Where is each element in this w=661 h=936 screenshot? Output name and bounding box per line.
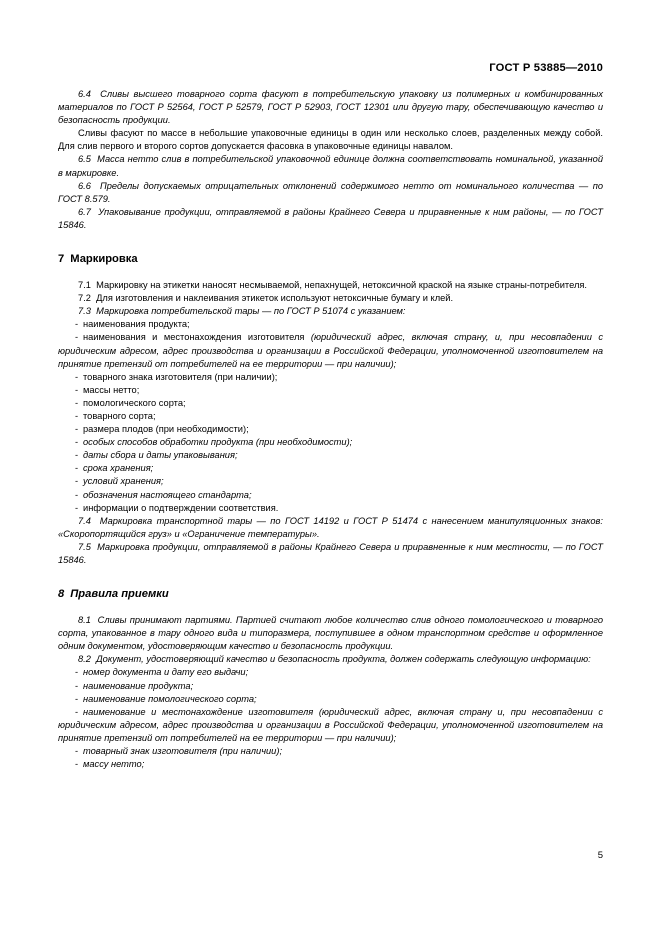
list-item: [58, 666, 603, 679]
list-item-label: информации о подтверждении соответствия.: [83, 502, 279, 513]
list-item: [58, 436, 603, 449]
list-item: [58, 758, 603, 771]
list-item-body: [58, 706, 603, 745]
clause-number: 8.2: [78, 654, 91, 665]
running-header: ГОСТ Р 53885—2010: [489, 62, 603, 74]
list-item-label: наименования и местонахождения изготовителя: [83, 332, 311, 343]
list-item: [58, 745, 603, 758]
list-item: [58, 680, 603, 693]
clause-text: Сливы высшего товарного сорта фасуют в потребительскую упаковку из полимерных и комбинированных материалов по ГОСТ Р 52564, ГОСТ Р 52579, ГОСТ Р 52903, ГОСТ 12301 или другую тару, обеспечивающую качество и безопасность продукции.: [58, 89, 603, 126]
list-item-label: обозначения настоящего стандарта;: [83, 489, 252, 500]
list-item: [58, 397, 603, 410]
spacer: [58, 232, 603, 252]
clause-7-3: [58, 305, 603, 318]
clause-text: Сливы принимают партиями. Партией считают любое количество слив одного помологического и товарного сорта, упакованное в тару одного вида и типоразмера, поступившее в одном транспортном средстве и оформленное одним документом, удостоверяющим качество и безопасность продукции.: [58, 615, 604, 652]
clause-text: Упаковывание продукции, отправляемой в районы Крайнего Севера и приравненные к ним районы, — по ГОСТ 15846.: [58, 206, 603, 230]
list-item: [58, 423, 603, 436]
spacer: [58, 267, 603, 279]
spacer: [58, 567, 603, 587]
list-item-label: наименование продукта;: [83, 680, 194, 691]
clause-number: 7.4: [78, 515, 91, 526]
clause-number: 7.2: [78, 293, 91, 304]
list-item-label: номер документа и дату его выдачи;: [83, 667, 249, 678]
clause-text: Пределы допускаемых отрицательных отклонений содержимого нетто от номинального количества — по ГОСТ 8.579.: [58, 180, 604, 204]
section-number: 8: [58, 588, 65, 601]
section-number: 7: [58, 253, 65, 266]
page-content: [58, 88, 603, 771]
clause-6-4: [58, 88, 603, 127]
clause-7-4: [58, 515, 603, 541]
list-item: [58, 502, 603, 515]
list-item: [58, 693, 603, 706]
clause-number: 7.3: [78, 306, 91, 317]
list-item-parenthetical: (юридический адрес, включая страну, и, при несовпадении с юридическим адресом, адрес производства и организации в Российской Федерации, уполномоченной изготовителем на принятие претензий от потребителей на ее территории — при наличии);: [58, 332, 604, 369]
clause-7-3-list: [58, 318, 603, 514]
section-title: Правила приемки: [70, 588, 169, 601]
list-item-body: [58, 331, 603, 370]
clause-number: 6.4: [78, 89, 91, 99]
list-item: [58, 475, 603, 488]
section-title: Маркировка: [70, 253, 138, 266]
list-item-parenthetical: (юридический адрес, включая страну и, при несовпадении с юридическим адресом, адрес производства и организации в Российской Федерации, уполномоченной изготовителем на принятие претензий от потребителей на ее территории — при наличии);: [58, 706, 603, 743]
clause-number: 6.6: [78, 180, 91, 191]
clause-text: Маркировка транспортной тары — по ГОСТ 14192 и ГОСТ Р 51474 с нанесением манипуляционных знаков: «Скоропортящийся груз» и «Ограничение температуры».: [58, 515, 603, 539]
section-heading-7: [58, 252, 603, 267]
clause-7-5: [58, 541, 603, 567]
clause-number: 7.5: [78, 541, 91, 552]
list-item-label: товарный знак изготовителя (при наличии);: [83, 746, 283, 757]
list-item-label: даты сбора и даты упаковывания;: [83, 450, 238, 461]
list-item-label: товарного знака изготовителя (при наличии);: [83, 371, 278, 382]
clause-number: 6.5: [78, 154, 91, 165]
list-item-label: размера плодов (при необходимости);: [83, 424, 249, 435]
list-item: [58, 331, 603, 370]
clause-text: Маркировка продукции, отправляемой в районы Крайнего Севера и приравненные к ним местности, — по ГОСТ 15846.: [58, 541, 603, 565]
section-heading-8: [58, 587, 603, 602]
list-item: [58, 706, 603, 745]
clause-text: Документ, удостоверяющий качество и безопасность продукта, должен содержать следующую информацию:: [96, 654, 591, 665]
list-item: [58, 318, 603, 331]
clause-7-1: [58, 279, 603, 292]
list-item: [58, 462, 603, 475]
clause-number: 7.1: [78, 280, 91, 291]
clause-7-2: [58, 292, 603, 305]
list-item: [58, 489, 603, 502]
clause-6-6: [58, 180, 603, 206]
clause-6-4-continuation: [58, 127, 603, 153]
spacer: [58, 602, 603, 614]
list-item-label: наименование помологического сорта;: [83, 693, 257, 704]
clause-number: 8.1: [78, 615, 91, 626]
clause-number: 6.7: [78, 206, 91, 217]
list-item-label: особых способов обработки продукта (при необходимости);: [83, 437, 353, 448]
list-item: [58, 371, 603, 384]
list-item: [58, 384, 603, 397]
clause-text: Для изготовления и наклеивания этикеток используют нетоксичные бумагу и клей.: [96, 293, 454, 304]
clause-8-2: [58, 653, 603, 666]
list-item-label: наименования продукта;: [83, 319, 190, 330]
clause-text: Масса нетто слив в потребительской упаковочной единице должна соответствовать номинальной, указанной в маркировке.: [58, 154, 603, 178]
list-item-label: условий хранения;: [83, 476, 164, 487]
list-item-label: массы нетто;: [83, 384, 140, 395]
list-item: [58, 410, 603, 423]
clause-text: Сливы фасуют по массе в небольшие упаковочные единицы в один или несколько слоев, разделенных между собой. Для слив первого и второго сортов допускается фасовка в упаковочные единицы навалом.: [58, 128, 603, 152]
clause-8-2-list: [58, 666, 603, 771]
clause-6-5: [58, 153, 603, 179]
list-item-label: срока хранения;: [83, 463, 154, 474]
list-item-label: товарного сорта;: [83, 410, 156, 421]
clause-text: Маркировку на этикетки наносят несмываемой, непахнущей, нетоксичной краской на языке страны-потребителя.: [96, 280, 587, 291]
page-number: 5: [597, 850, 603, 861]
list-item-label: помологического сорта;: [83, 397, 186, 408]
clause-8-1: [58, 614, 603, 653]
clause-6-7: [58, 206, 603, 232]
list-item-label: наименование и местонахождение изготовителя: [83, 706, 319, 717]
list-item-label: массу нетто;: [83, 759, 145, 770]
list-item: [58, 449, 603, 462]
clause-text: Маркировка потребительской тары — по ГОСТ Р 51074 с указанием:: [96, 306, 406, 317]
